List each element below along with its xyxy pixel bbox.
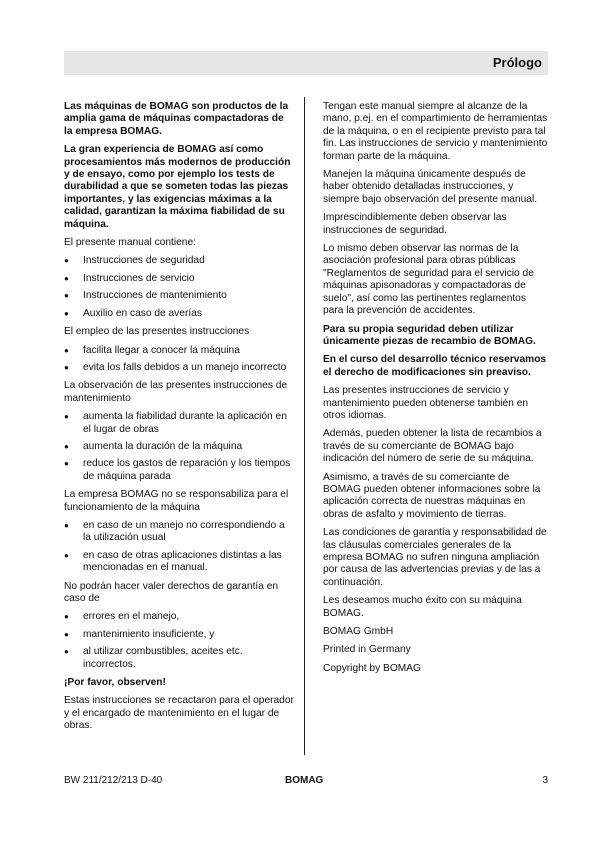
intro-paragraph: La gran experiencia de BOMAG así como procesamientos más modernos de producción y de ensayo, como por ejemplo los tests de durabilidad a que se someten todas las piezas importantes, y las exigencias máximas a la calidad, garantizan la máxima fiabilidad de su máquina. <box>64 144 291 230</box>
paragraph: La observación de las presentes instrucciones de mantenimiento <box>64 380 288 404</box>
list-item: ● mantenimiento insuficiente, y <box>64 629 294 641</box>
list-item: ● evita los falls debidos a un manejo incorrecto <box>64 362 294 374</box>
paragraph: El empleo de las presentes instrucciones <box>64 326 250 338</box>
footer-model: BW 211/212/213 D-40 <box>64 775 163 786</box>
column-divider <box>304 97 305 755</box>
list-item: ● reduce los gastos de reparación y los tiempos de máquina parada <box>64 458 294 483</box>
paragraph: Asimismo, a través de su comerciante de BOMAG pueden obtener informaciones sobre la aplicación correcta de nuestras máquinas en obras de asfalto y movimiento de tierras. <box>323 471 541 520</box>
paragraph: Imprescindiblemente deben observar las instrucciones de seguridad. <box>323 212 507 236</box>
list-item: ● facilita llegar a conocer la máquina <box>64 345 294 357</box>
copyright-note: Copyright by BOMAG <box>323 662 421 674</box>
observation-list <box>64 411 294 483</box>
list-item: ● Instrucciones de mantenimiento <box>64 290 294 302</box>
list-item: ● aumenta la fiabilidad durante la aplicación en el lugar de obras <box>64 411 294 436</box>
responsibility-list <box>64 520 294 575</box>
paragraph: Lo mismo deben observar las normas de la asociación profesional para obras públicas "Reglamentos de seguridad para el servicio de máquinas apisonadoras y compactadoras de suelo", así como las pertinentes reglamentos para la prevención de accidentes. <box>323 243 534 317</box>
paragraph: Estas instrucciones se recactaron para el operador y el encargado de mantenimiento en el lugar de obras. <box>64 695 294 732</box>
contents-list <box>64 255 294 320</box>
list-item: ● Instrucciones de seguridad <box>64 255 294 267</box>
warranty-list <box>64 611 294 671</box>
intro-paragraph: Las máquinas de BOMAG son productos de la amplia gama de máquinas compactadoras de la empresa BOMAG. <box>64 101 289 137</box>
list-item: ● errores en el manejo, <box>64 611 294 623</box>
footer-brand: BOMAG <box>285 775 324 786</box>
list-item: ● en caso de un manejo no correspondiendo a la utilización usual <box>64 520 294 545</box>
paragraph: Además, pueden obtener la lista de recambios a través de su comerciante de BOMAG bajo indicación del número de serie de su máquina. <box>323 428 542 465</box>
header-bar <box>64 51 548 75</box>
left-column <box>64 101 294 739</box>
page-title: Prólogo <box>492 55 542 70</box>
use-list <box>64 345 294 375</box>
right-column <box>323 101 549 681</box>
list-item: ● aumenta la duración de la máquina <box>64 441 294 453</box>
paragraph: Manejen la máquina únicamente después de haber obtenido detalladas instrucciones, y siempre bajo observación del presente manual. <box>323 169 538 205</box>
list-item: ● Instrucciones de servicio <box>64 273 294 285</box>
list-item: ● Auxilio en caso de averías <box>64 308 294 320</box>
list-item: ● en caso de otras aplicaciones distintas a las mencionadas en el manual. <box>64 550 294 575</box>
paragraph: El presente manual contiene: <box>64 237 196 249</box>
company-name: BOMAG GmbH <box>323 626 394 638</box>
paragraph: La empresa BOMAG no se responsabiliza para el funcionamiento de la máquina <box>64 489 289 513</box>
please-heading: ¡Por favor, observen! <box>64 677 166 689</box>
bold-notice: En el curso del desarrollo técnico reservamos el derecho de modificaciones sin preaviso. <box>323 354 547 378</box>
paragraph: Les deseamos mucho éxito con su máquina BOMAG. <box>323 595 522 619</box>
printed-note: Printed in Germany <box>323 644 411 656</box>
paragraph: Tengan este manual siempre al alcanze de la mano, p.ej. en el compartimiento de herramientas de la máquina, o en el recipiente previsto para tal fin. Las instrucciones de servicio y mantenimiento forman parte de la máquina. <box>323 101 548 162</box>
page-number: 3 <box>542 775 548 786</box>
list-item: ● al utilizar combustibles, aceites etc. incorrectos. <box>64 646 294 671</box>
paragraph: Las condiciones de garantía y responsabilidad de las cláusulas comerciales generales de la empresa BOMAG no sufren ninguna ampliación por causa de las advertencias previas y de las a continuación. <box>323 527 547 588</box>
paragraph: Las presentes instrucciones de servicio y mantenimiento pueden obtenerse también en otros idiomas. <box>323 385 529 421</box>
bold-notice: Para su propia seguridad deben utilizar únicamente piezas de recambio de BOMAG. <box>323 323 536 347</box>
paragraph: No podrán hacer valer derechos de garantía en caso de <box>64 580 279 604</box>
